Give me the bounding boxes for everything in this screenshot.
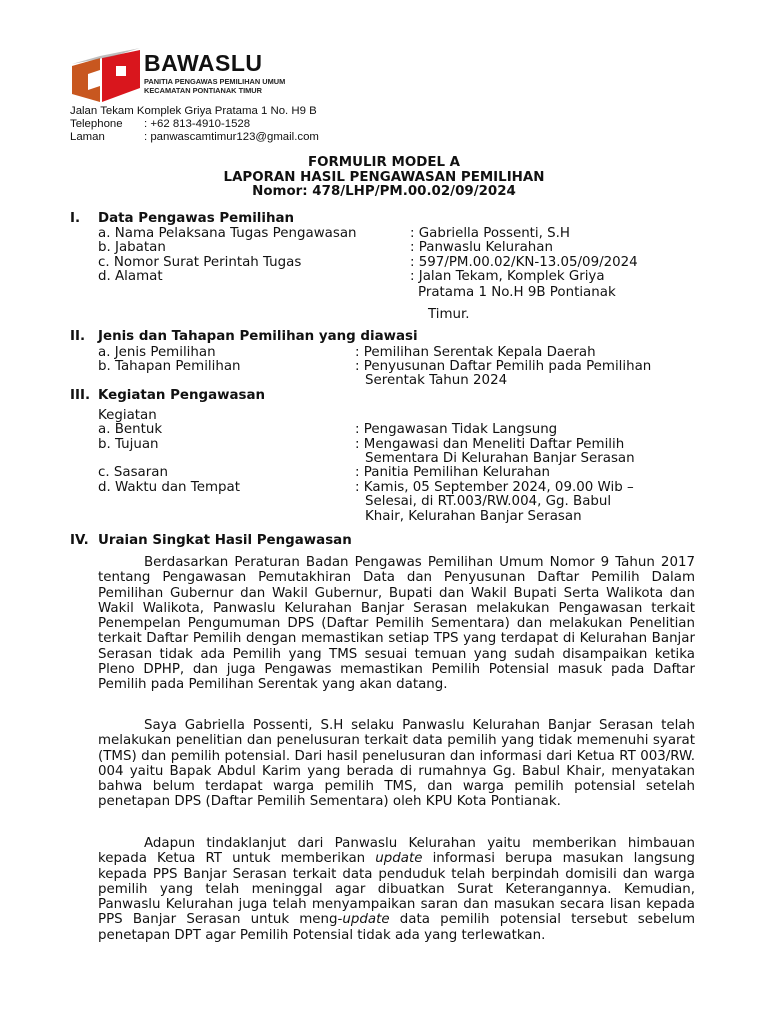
s1-b-value: : Panwaslu Kelurahan <box>410 240 553 255</box>
section-4-heading: IV. Uraian Singkat Hasil Pengawasan <box>70 533 352 548</box>
s3-c-label: c. Sasaran <box>98 465 168 480</box>
s3-d-value-2: Selesai, di RT.003/RW.004, Gg. Babul <box>365 494 612 509</box>
paragraph-2: Saya Gabriella Possenti, S.H selaku Panwaslu Kelurahan Banjar Serasan telah melakukan penelitian dan penelusuran terkait data pemilih yang tidak memenuhi syarat (TMS) dan pemilih potensial. Dari hasil penelusuran dan informasi dari Ketua RT 003/RW. 004 yaitu Bapak Abdul Karim yang berada di rumahnya Gg. Babul Khair, menyatakan bahwa belum terdapat warga pemilih TMS, dan warga pemilih potensial setelah penetapan DPS (Daftar Pemilih Sementara) oleh KPU Kota Pontianak. <box>98 718 695 810</box>
s1-d-value-3: Timur. <box>428 307 470 322</box>
s1-d-value-1: : Jalan Tekam, Komplek Griya <box>410 269 605 284</box>
s2-a-label: a. Jenis Pemilihan <box>98 345 216 360</box>
web-value: : panwascamtimur123@gmail.com <box>144 131 319 143</box>
logo-subtitle-2: KECAMATAN PONTIANAK TIMUR <box>144 86 262 95</box>
paragraph-1: Berdasarkan Peraturan Badan Pengawas Pemilihan Umum Nomor 9 Tahun 2017 tentang Pengawasan Pemutakhiran Data dan Penyusunan Daftar Pemilih Dalam Pemilihan Gubernur dan Wakil Gubernur, Bupati dan Wakil Bupati Serta Walikota dan Wakil Walikota, Panwaslu Kelurahan Banjar Serasan melakukan Pengawasan terkait Penempelan Pengumuman DPS (Daftar Pemilih Sementara) dan melakukan Penelitian terkait Daftar Pemilih dengan memastikan setiap TPS yang terdapat di Kelurahan Banjar Serasan tidak ada Pemilih yang TMS sesuai temuan yang sudah disampaikan ketika Pleno DPHP, dan juga Pengawas memastikan Pemilih Potensial masuk pada Daftar Pemilih pada Pemilihan Serentak yang akan datang. <box>98 555 695 693</box>
s3-d-label: d. Waktu dan Tempat <box>98 480 240 495</box>
section-3-heading: III. Kegiatan Pengawasan <box>70 388 266 403</box>
s2-a-value: : Pemilihan Serentak Kepala Daerah <box>355 345 596 360</box>
s1-c-value: : 597/PM.00.02/KN-13.05/09/2024 <box>410 255 638 270</box>
form-title: FORMULIR MODEL A <box>307 155 461 170</box>
s3-d-value-3: Khair, Kelurahan Banjar Serasan <box>365 509 582 524</box>
s1-c-label: c. Nomor Surat Perintah Tugas <box>98 255 302 270</box>
phone-label: Telephone <box>70 118 123 130</box>
s3-b-label: b. Tujuan <box>98 437 159 452</box>
s3-c-value: : Panitia Pemilihan Kelurahan <box>355 465 551 480</box>
s3-d-value-1: : Kamis, 05 September 2024, 09.00 Wib – <box>355 480 634 495</box>
s1-a-label: a. Nama Pelaksana Tugas Pengawasan <box>98 226 357 241</box>
s1-d-label: d. Alamat <box>98 269 163 284</box>
s2-b-label: b. Tahapan Pemilihan <box>98 359 241 374</box>
italic-update-1: update <box>375 851 423 867</box>
paragraph-3: Adapun tindaklanjut dari Panwaslu Kelurahan yaitu memberikan himbauan kepada Ketua RT untuk memberikan update informasi berupa masukan langsung kepada PPS Banjar Serasan terkait data penduduk telah berpindah domisili dan warga pemilih yang telah meninggal agar dibuatkan Surat Keterangannya. Kemudian, Panwaslu Kelurahan juga telah menyampaikan saran dan masukan secara lisan kepada PPS Banjar Serasan untuk meng-update data pemilih potensial tersebut sebelum penetapan DPT agar Pemilih Potensial tidak ada yang terlewatkan. <box>98 836 695 943</box>
web-label: Laman <box>70 131 105 143</box>
bawaslu-logo <box>70 44 305 108</box>
italic-update-2: update <box>342 912 390 928</box>
s3-subheading: Kegiatan <box>98 408 157 423</box>
s1-d-value-2: Pratama 1 No.H 9B Pontianak <box>418 285 616 300</box>
s2-b-value-1: : Penyusunan Daftar Pemilih pada Pemilihan <box>355 359 652 374</box>
web-line <box>70 131 319 144</box>
ballot-box-logo-icon <box>70 48 142 104</box>
section-2-heading: II. Jenis dan Tahapan Pemilihan yang diawasi <box>70 329 418 344</box>
s3-a-label: a. Bentuk <box>98 422 163 437</box>
report-number: Nomor: 478/LHP/PM.00.02/09/2024 <box>252 184 516 199</box>
s1-a-value: : Gabriella Possenti, S.H <box>410 226 570 241</box>
s3-a-value: : Pengawasan Tidak Langsung <box>355 422 558 437</box>
contact-block <box>70 105 319 144</box>
logo-subtitle-1: PANITIA PENGAWAS PEMILIHAN UMUM <box>144 77 286 86</box>
phone-line <box>70 118 319 131</box>
report-title: LAPORAN HASIL PENGAWASAN PEMILIHAN <box>223 170 545 185</box>
phone-value: : +62 813-4910-1528 <box>144 118 251 130</box>
section-1-heading: I. Data Pengawas Pemilihan <box>70 211 295 226</box>
s3-b-value-1: : Mengawasi dan Meneliti Daftar Pemilih <box>355 437 625 452</box>
address-line: Jalan Tekam Komplek Griya Pratama 1 No. H9 B <box>70 105 317 117</box>
logo-name: BAWASLU <box>144 50 263 76</box>
s3-b-value-2: Sementara Di Kelurahan Banjar Serasan <box>365 451 635 466</box>
s1-b-label: b. Jabatan <box>98 240 166 255</box>
s2-b-value-2: Serentak Tahun 2024 <box>365 373 508 388</box>
